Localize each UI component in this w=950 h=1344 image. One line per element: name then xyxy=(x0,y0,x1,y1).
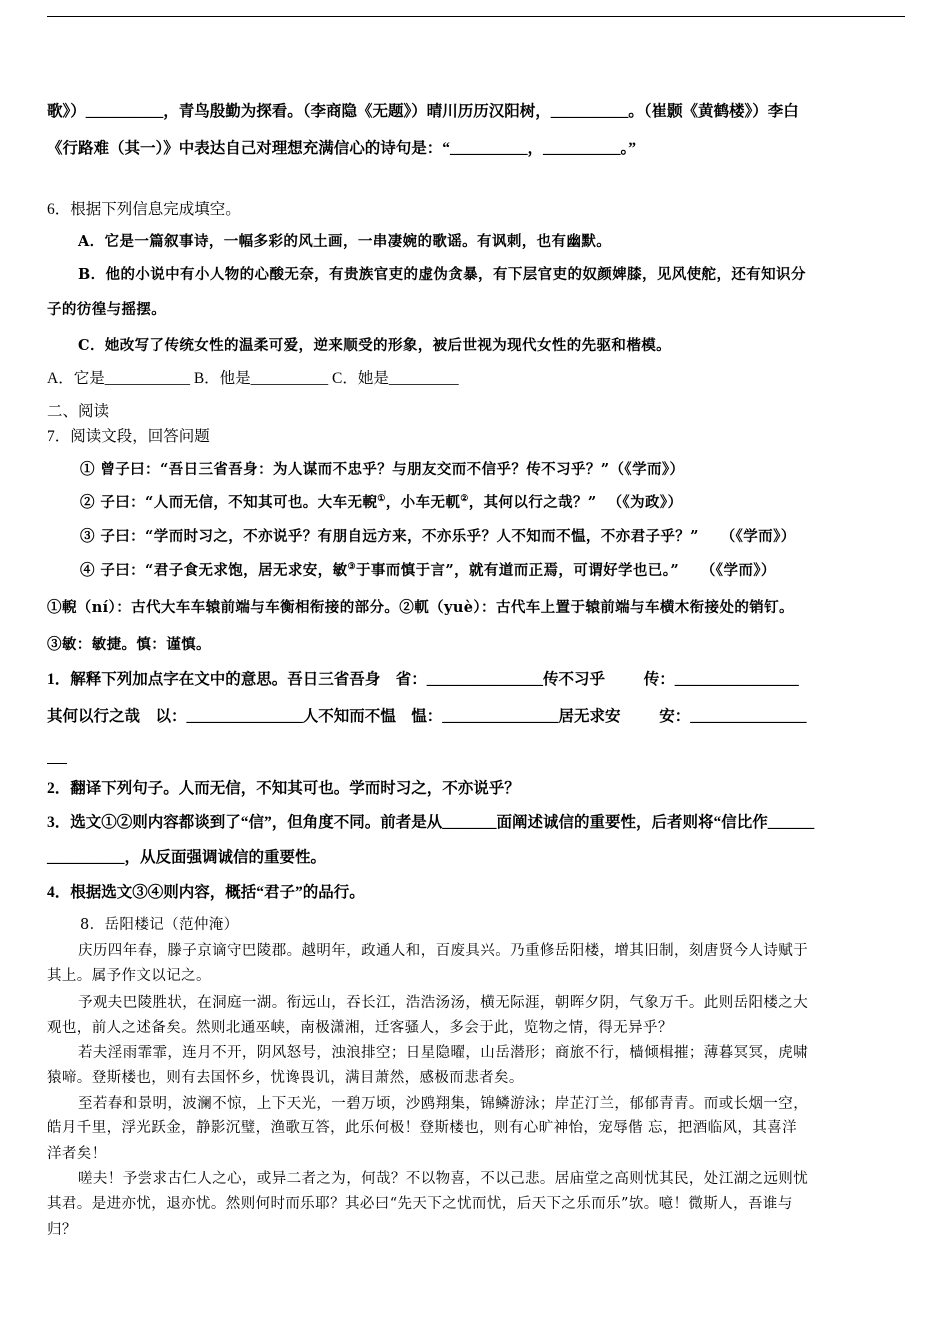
q6-answers: A．它是___________ B．他是__________ C．她是_________ xyxy=(47,370,459,387)
q7-sub-2: 2．翻译下列句子。人而无信，不知其可也。学而时习之，不亦说乎？ xyxy=(47,780,520,797)
q7-title: 7．阅读文段，回答问题 xyxy=(47,428,210,445)
q5-line-1: 歌》）__________，青鸟殷勤为探看。（李商隐《无题》）晴川历历汉阳树，__________。（崔颢《黄鹤楼》）李白 xyxy=(47,103,799,120)
q7-passage-4-part-b: 于事而慎于言”，就有道而正焉，可谓好学也已。” （《学而》） xyxy=(355,562,776,579)
header-rule xyxy=(47,16,905,17)
footnote-ref-3: ③ xyxy=(347,562,356,573)
q7-passage-2-part-c: ，其何以行之哉？” （《为政》） xyxy=(468,494,683,511)
q8-line-6: 猿啼。登斯楼也，则有去国怀乡，忧谗畏讥，满目萧然，感极而悲者矣。 xyxy=(47,1070,524,1086)
q8-title: 8．岳阳楼记（范仲淹） xyxy=(80,917,239,933)
q7-passage-2-part-a: ② 子曰：“人而无信，不知其可也。大车无輗 xyxy=(80,494,378,511)
q7-footnote-1: ①輗（ní）：古代大车车辕前端与车衡相衔接的部分。②軏（yuè）：古代车上置于辕前端与车横木衔接处的销钉。 xyxy=(47,599,794,616)
q6-title: 6．根据下列信息完成填空。 xyxy=(47,201,241,218)
q7-sub-1-line-1: 1．解释下列加点字在文中的意思。吾日三省吾身 省：_______________传不习乎 传：________________ xyxy=(47,671,799,688)
q8-line-1: 庆历四年春，滕子京谪守巴陵郡。越明年，政通人和，百废具兴。乃重修岳阳楼，增其旧制，刻唐贤今人诗赋于 xyxy=(78,943,809,959)
q8-line-11: 其君。是进亦忧，退亦忧。然则何时而乐耶？其必曰“先天下之忧而忧，后天下之乐而乐”欤。噫！微斯人，吾谁与 xyxy=(47,1196,793,1212)
q6-option-c: C．她改写了传统女性的温柔可爱，逆来顺受的形象，被后世视为现代女性的先驱和楷模。 xyxy=(78,337,672,354)
q8-line-4: 观也，前人之述备矣。然则北通巫峡，南极潇湘，迁客骚人，多会于此，览物之情，得无异乎？ xyxy=(47,1020,673,1036)
q6-option-a: A．它是一篇叙事诗，一幅多彩的风土画，一串凄婉的歌谣。有讽刺，也有幽默。 xyxy=(78,233,612,250)
q7-sub-3-line-2: __________，从反面强调诚信的重要性。 xyxy=(47,849,327,866)
q7-passage-2 xyxy=(80,492,682,514)
q6-option-b-line-1: B．他的小说中有小人物的心酸无奈，有贵族官吏的虚伪贪暴，有下层官吏的奴颜婢膝，见风使舵，还有知识分 xyxy=(78,266,806,283)
q7-passage-2-part-b: ，小车无軏 xyxy=(385,494,461,511)
q6-option-b-line-2: 子的彷徨与摇摆。 xyxy=(47,301,167,318)
q7-passage-1: ① 曾子曰：“吾日三省吾身：为人谋而不忠乎？与朋友交而不信乎？传不习乎？”（《学而》） xyxy=(80,461,685,478)
q7-passage-4-part-a: ④ 子曰：“君子食无求饱，居无求安，敏 xyxy=(80,562,348,579)
q8-line-7: 至若春和景明，波澜不惊，上下天光，一碧万顷，沙鸥翔集，锦鳞游泳；岸芷汀兰，郁郁青青。而或长烟一空， xyxy=(78,1096,809,1112)
q8-line-10: 嗟夫！予尝求古仁人之心，或异二者之为，何哉？不以物喜，不以己悲。居庙堂之高则忧其民，处江湖之远则忧 xyxy=(78,1171,809,1187)
q7-sub-1-line-2: 其何以行之哉 以：_______________人不知而不愠 愠：_______________居无求安 安：_______________ xyxy=(47,708,807,725)
q8-line-9: 洋者矣！ xyxy=(47,1146,107,1162)
q8-line-5: 若夫淫雨霏霏，连月不开，阴风怒号，浊浪排空；日星隐曜，山岳潜形；商旅不行，樯倾楫摧；薄暮冥冥，虎啸 xyxy=(78,1045,809,1061)
q7-passage-3: ③ 子曰：“学而时习之，不亦说乎？有朋自远方来，不亦乐乎？人不知而不愠，不亦君子乎？” （《学而》） xyxy=(80,528,796,545)
q7-footnote-2: ③敏：敏捷。慎：谨慎。 xyxy=(47,636,211,653)
footnote-ref-1: ① xyxy=(377,494,386,505)
section-title-reading: 二、阅读 xyxy=(47,403,110,420)
q5-line-2: 《行路难（其一）》中表达自己对理想充满信心的诗句是：“__________，__________。” xyxy=(47,140,637,157)
q8-line-3: 予观夫巴陵胜状，在洞庭一湖。衔远山，吞长江，浩浩汤汤，横无际涯，朝晖夕阴，气象万千。此则岳阳楼之大 xyxy=(78,995,809,1011)
q8-line-2: 其上。属予作文以记之。 xyxy=(47,968,211,984)
answer-blank-continuation xyxy=(47,763,67,764)
q8-line-12: 归？ xyxy=(47,1222,77,1238)
q7-sub-3-line-1: 3．选文①②则内容都谈到了“信”，但角度不同。前者是从_______面阐述诚信的重要性，后者则将“信比作______ xyxy=(47,814,815,831)
q8-line-8: 皓月千里，浮光跃金，静影沉璧，渔歌互答，此乐何极！登斯楼也，则有心旷神怡，宠辱偕 忘，把酒临风，其喜洋 xyxy=(47,1120,798,1136)
q7-sub-4: 4．根据选文③④则内容，概括“君子”的品行。 xyxy=(47,884,365,901)
footnote-ref-2: ② xyxy=(460,494,469,505)
q7-passage-4 xyxy=(80,560,776,582)
